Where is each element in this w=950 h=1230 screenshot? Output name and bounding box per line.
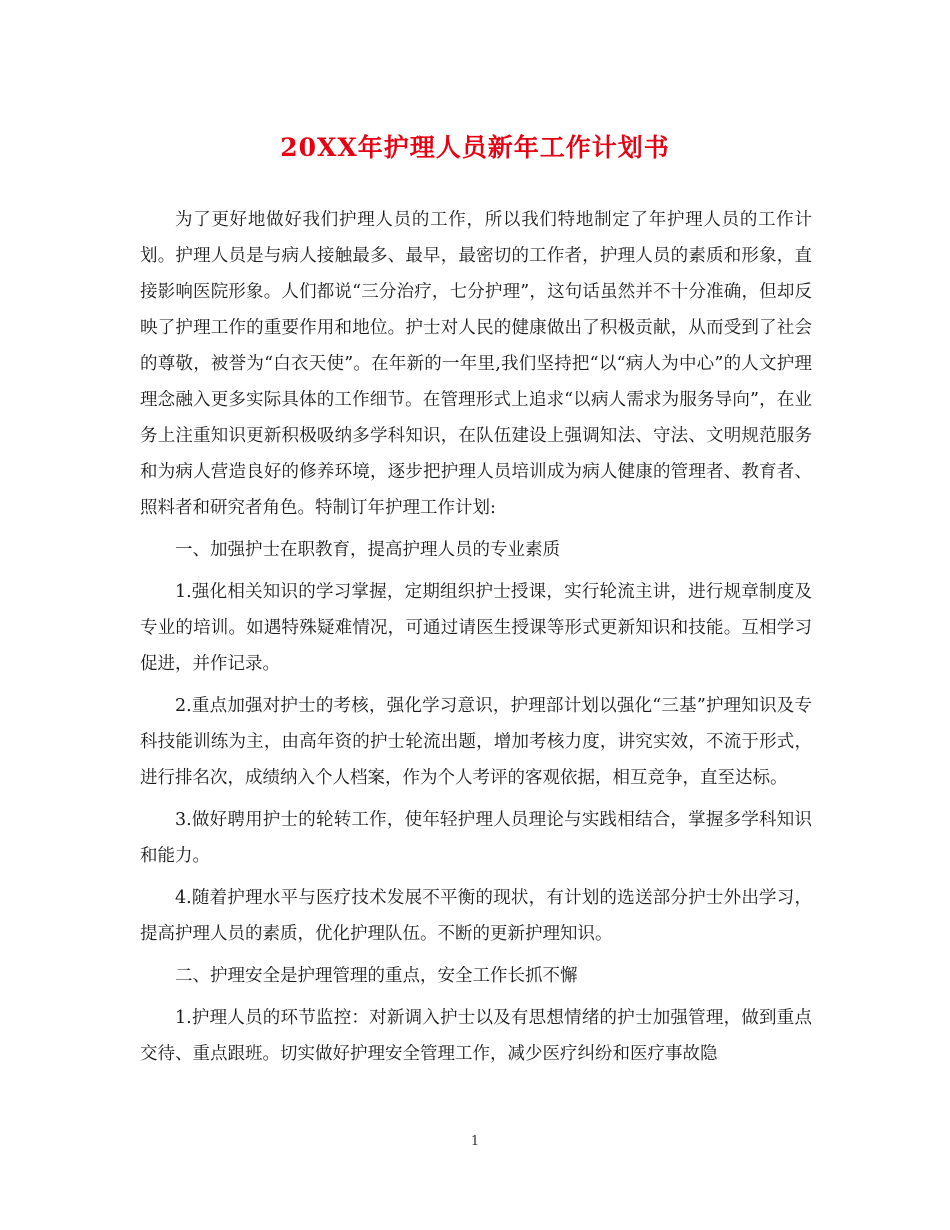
page-number: 1	[470, 1134, 480, 1149]
paragraph-1-3: 3.做好聘用护士的轮转工作，使年轻护理人员理论与实践相结合，掌握多学科知识和能力。	[140, 810, 812, 866]
section-heading-2: 二、护理安全是护理管理的重点，安全工作长抓不懈	[175, 966, 578, 986]
document-title: 20XX年护理人员新年工作计划书	[280, 133, 670, 162]
paragraph-1-2: 2.重点加强对护士的考核，强化学习意识，护理部计划以强化“三基”护理知识及专科技能训练为主，由高年资的护士轮流出题，增加考核力度，讲究实效，不流于形式，进行排名次，成绩纳入个人档案，作为个人考评的客观依据，相互竞争，直至达标。	[140, 696, 812, 788]
paragraph-1-1: 1.强化相关知识的学习掌握，定期组织护士授课，实行轮流主讲，进行规章制度及专业的培训。如遇特殊疑难情况，可通过请医生授课等形式更新知识和技能。互相学习促进，并作记录。	[140, 582, 812, 674]
paragraph-2-1: 1.护理人员的环节监控：对新调入护士以及有思想情绪的护士加强管理，做到重点交待、重点跟班。切实做好护理安全管理工作，减少医疗纠纷和医疗事故隐	[140, 1008, 812, 1064]
section-heading-1: 一、加强护士在职教育，提高护理人员的专业素质	[175, 540, 560, 560]
document-body	[140, 202, 812, 1078]
paragraph-1-4: 4.随着护理水平与医疗技术发展不平衡的现状，有计划的选送部分护士外出学习，提高护理人员的素质，优化护理队伍。不断的更新护理知识。	[140, 888, 812, 944]
intro-paragraph: 为了更好地做好我们护理人员的工作，所以我们特地制定了年护理人员的工作计划。护理人员是与病人接触最多、最早，最密切的工作者，护理人员的素质和形象，直接影响医院形象。人们都说“三分治疗，七分护理”，这句话虽然并不十分准确，但却反映了护理工作的重要作用和地位。护士对人民的健康做出了积极贡献，从而受到了社会的尊敬，被誉为“白衣天使”。在年新的一年里,我们坚持把“以“病人为中心”的人文护理理念融入更多实际具体的工作细节。在管理形式上追求“以病人需求为服务导向”，在业务上注重知识更新积极吸纳多学科知识，在队伍建设上强调知法、守法、文明规范服务和为病人营造良好的修养环境，逐步把护理人员培训成为病人健康的管理者、教育者、照料者和研究者角色。特制订年护理工作计划:	[140, 210, 812, 518]
